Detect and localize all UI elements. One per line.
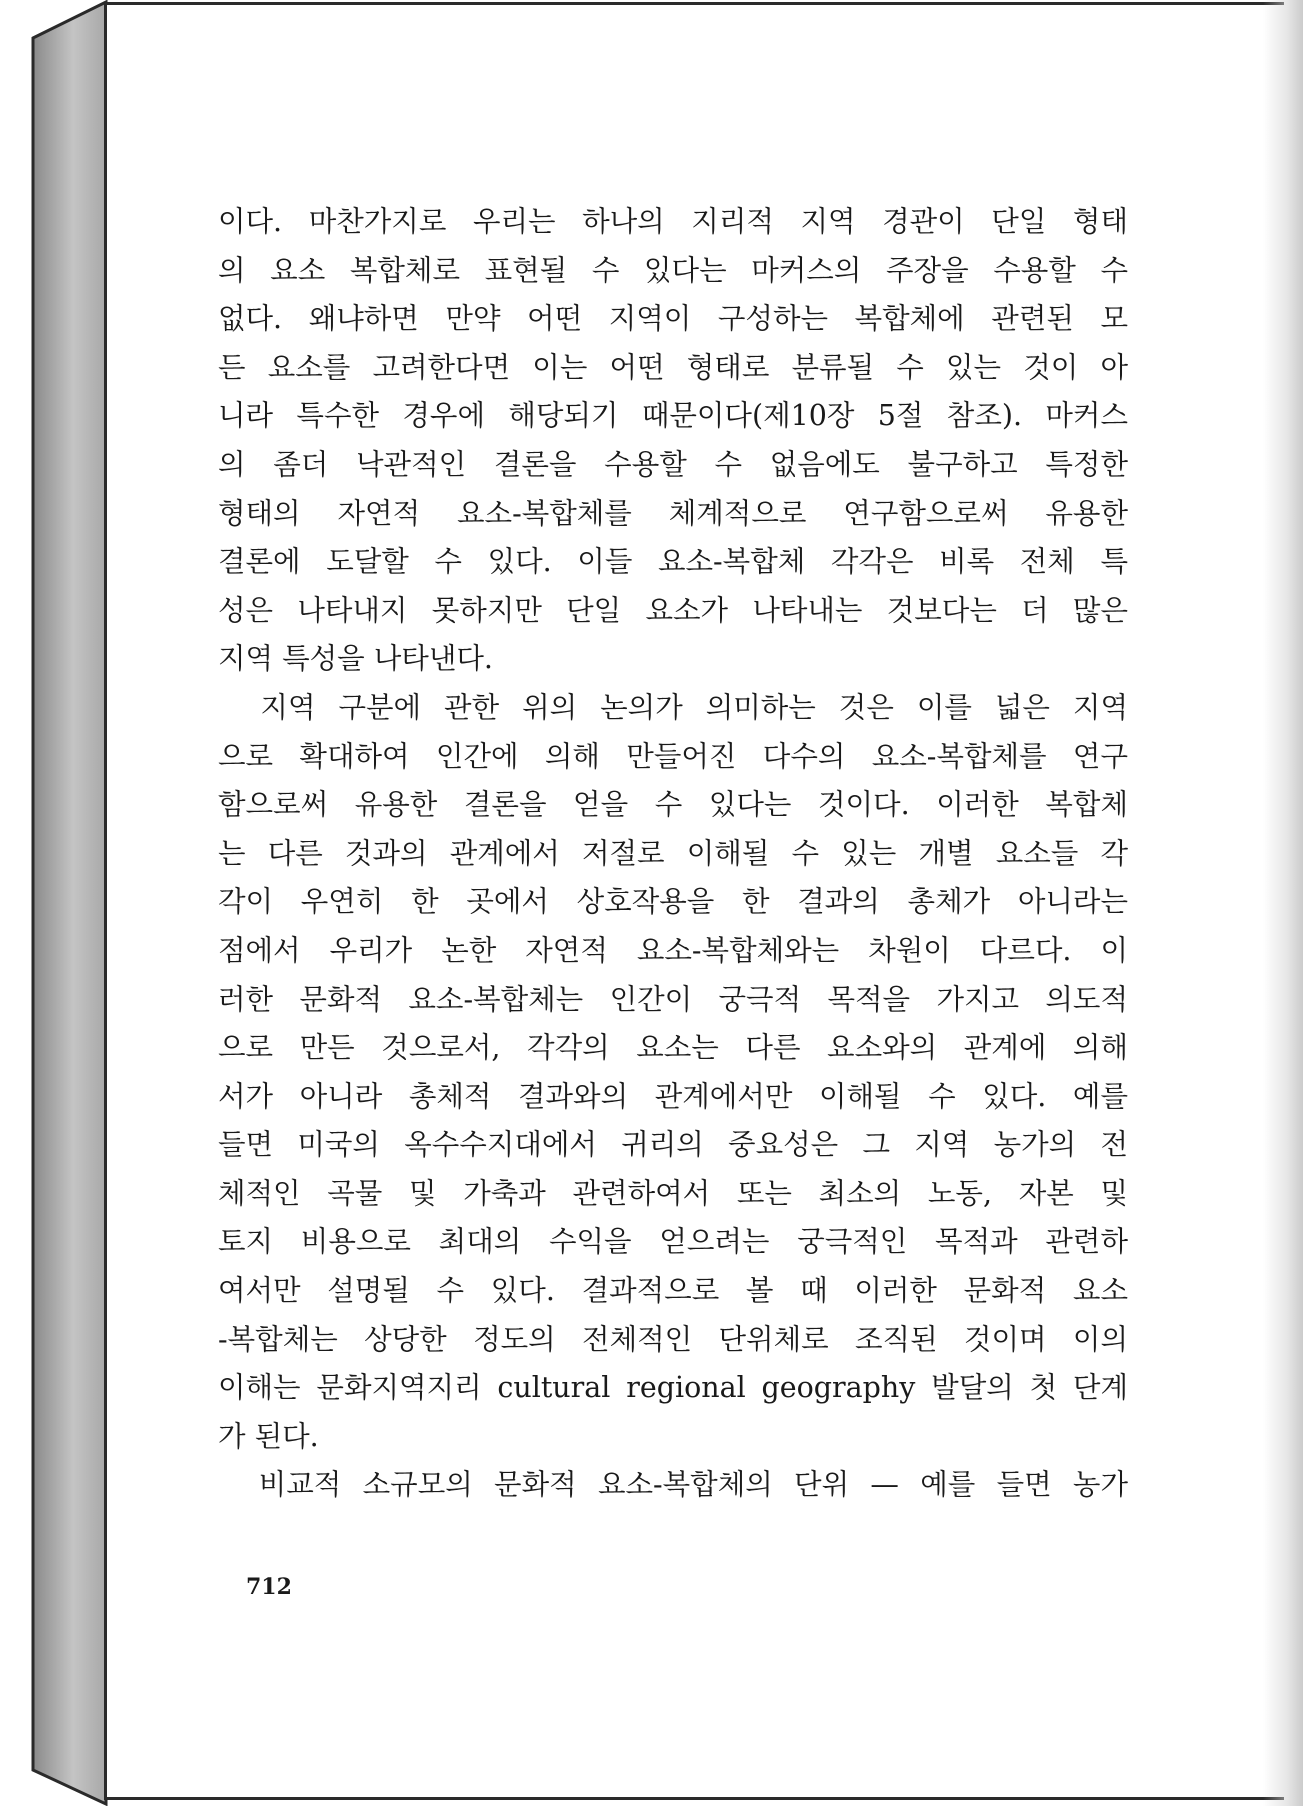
text-line: 결론에 도달할 수 있다. 이들 요소-복합체 각각은 비록 전체 특 (218, 545, 1128, 579)
text-line: 으로 만든 것으로서, 각각의 요소는 다른 요소와의 관계에 의해 (218, 1031, 1128, 1065)
text-line: 는 다른 것과의 관계에서 저절로 이해될 수 있는 개별 요소들 각 (218, 836, 1128, 870)
text-line: 서가 아니라 총체적 결과와의 관계에서만 이해될 수 있다. 예를 (218, 1079, 1128, 1113)
text-line: 각이 우연히 한 곳에서 상호작용을 한 결과의 총체가 아니라는 (218, 885, 1128, 919)
text-line: 가 된다. (218, 1419, 319, 1453)
text-line: 니라 특수한 경우에 해당되기 때문이다(제10장 5절 참조). 마커스 (218, 399, 1128, 433)
text-line: 토지 비용으로 최대의 수익을 얻으려는 궁극적인 목적과 관련하 (218, 1225, 1128, 1259)
page-number: 712 (246, 1574, 292, 1600)
text-line: 의 좀더 낙관적인 결론을 수용할 수 없음에도 불구하고 특정한 (218, 447, 1128, 481)
text-line: 들면 미국의 옥수수지대에서 귀리의 중요성은 그 지역 농가의 전 (218, 1128, 1128, 1162)
text-line: 형태의 자연적 요소-복합체를 체계적으로 연구함으로써 유용한 (218, 496, 1128, 530)
text-line: 없다. 왜냐하면 만약 어떤 지역이 구성하는 복합체에 관련된 모 (218, 302, 1128, 336)
text-line: 여서만 설명될 수 있다. 결과적으로 볼 때 이러한 문화적 요소 (218, 1274, 1128, 1308)
body-text (218, 198, 1128, 1510)
text-line: 이다. 마찬가지로 우리는 하나의 지리적 지역 경관이 단일 형태 (218, 205, 1128, 238)
text-line: 지역 특성을 나타낸다. (218, 642, 493, 676)
text-line: 지역 구분에 관한 위의 논의가 의미하는 것은 이를 넓은 지역 (218, 690, 1128, 724)
text-line: 으로 확대하여 인간에 의해 만들어진 다수의 요소-복합체를 연구 (218, 739, 1128, 773)
text-line: 든 요소를 고려한다면 이는 어떤 형태로 분류될 수 있는 것이 아 (218, 350, 1128, 384)
text-line: 의 요소 복합체로 표현될 수 있다는 마커스의 주장을 수용할 수 (218, 253, 1128, 287)
text-line: 체적인 곡물 및 가축과 관련하여서 또는 최소의 노동, 자본 및 (218, 1176, 1128, 1210)
text-line: 점에서 우리가 논한 자연적 요소-복합체와는 차원이 다르다. 이 (218, 933, 1128, 967)
book-spine (0, 0, 110, 1806)
text-line: 러한 문화적 요소-복합체는 인간이 궁극적 목적을 가지고 의도적 (218, 982, 1128, 1016)
text-line: 성은 나타내지 못하지만 단일 요소가 나타내는 것보다는 더 많은 (218, 593, 1128, 627)
text-line: -복합체는 상당한 정도의 전체적인 단위체로 조직된 것이며 이의 (218, 1322, 1128, 1356)
text-line: 함으로써 유용한 결론을 얻을 수 있다는 것이다. 이러한 복합체 (218, 788, 1128, 822)
page-edge-shadow (1263, 0, 1303, 1806)
text-line: 이해는 문화지역지리 cultural regional geography 발달의 첫 단계 (218, 1371, 1128, 1405)
text-line: 비교적 소규모의 문화적 요소-복합체의 단위 — 예를 들면 농가 (218, 1468, 1128, 1502)
